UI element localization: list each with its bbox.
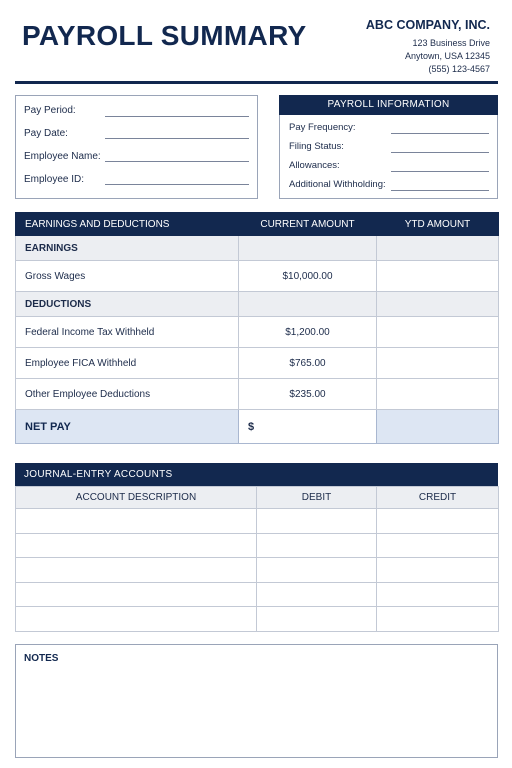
journal-header-row — [16, 487, 499, 509]
employee-id-label: Employee ID: — [24, 174, 85, 185]
payroll-information-title: PAYROLL INFORMATION — [279, 95, 498, 115]
allowances-field[interactable] — [391, 171, 489, 172]
debit-cell[interactable] — [257, 607, 377, 632]
credit-header: CREDIT — [377, 487, 499, 509]
additional-withholding-label: Additional Withholding: — [289, 179, 386, 190]
fica-ytd[interactable] — [377, 348, 499, 379]
pay-period-field[interactable] — [105, 116, 249, 117]
account-description-cell[interactable] — [16, 582, 257, 607]
net-pay-current[interactable]: $ — [239, 410, 377, 444]
table-row — [16, 317, 499, 348]
table-row — [16, 261, 499, 292]
gross-wages-current[interactable]: $10,000.00 — [239, 261, 377, 292]
table-row — [16, 607, 499, 632]
federal-tax-ytd[interactable] — [377, 317, 499, 348]
federal-tax-label: Federal Income Tax Withheld — [16, 317, 239, 348]
header-divider — [15, 81, 498, 84]
account-description-cell[interactable] — [16, 509, 257, 534]
allowances-label: Allowances: — [289, 160, 340, 171]
company-name: ABC COMPANY, INC. — [365, 18, 490, 32]
employee-id-field[interactable] — [105, 184, 249, 185]
pay-period-label: Pay Period: — [24, 105, 76, 116]
table-row — [16, 348, 499, 379]
journal-entry-title: JOURNAL-ENTRY ACCOUNTS — [15, 463, 498, 486]
debit-cell[interactable] — [257, 509, 377, 534]
other-deductions-label: Other Employee Deductions — [16, 379, 239, 410]
filing-status-field[interactable] — [391, 152, 489, 153]
employee-name-field[interactable] — [105, 161, 249, 162]
payroll-information-box — [279, 95, 498, 199]
notes-box[interactable] — [15, 644, 498, 758]
other-deductions-current[interactable]: $235.00 — [239, 379, 377, 410]
journal-entry-table — [15, 486, 499, 632]
pay-frequency-field[interactable] — [391, 133, 489, 134]
additional-withholding-field[interactable] — [391, 190, 489, 191]
account-description-header: ACCOUNT DESCRIPTION — [16, 487, 257, 509]
debit-cell[interactable] — [257, 533, 377, 558]
credit-cell[interactable] — [377, 533, 499, 558]
pay-details-box — [15, 95, 258, 199]
pay-date-field[interactable] — [105, 138, 249, 139]
journal-entry-section — [15, 463, 498, 632]
account-description-cell[interactable] — [16, 607, 257, 632]
fica-current[interactable]: $765.00 — [239, 348, 377, 379]
gross-wages-ytd[interactable] — [377, 261, 499, 292]
notes-label: NOTES — [24, 653, 59, 664]
gross-wages-label: Gross Wages — [16, 261, 239, 292]
page-title: PAYROLL SUMMARY — [22, 20, 307, 51]
employee-name-label: Employee Name: — [24, 151, 101, 162]
account-description-cell[interactable] — [16, 533, 257, 558]
table-row — [16, 582, 499, 607]
pay-frequency-label: Pay Frequency: — [289, 122, 356, 133]
filing-status-label: Filing Status: — [289, 141, 344, 152]
table-row — [16, 558, 499, 583]
company-address-line1: 123 Business Drive — [412, 38, 490, 48]
section-row — [16, 292, 499, 317]
other-deductions-ytd[interactable] — [377, 379, 499, 410]
credit-cell[interactable] — [377, 558, 499, 583]
account-description-cell[interactable] — [16, 558, 257, 583]
earnings-deductions-header: EARNINGS AND DEDUCTIONS — [16, 213, 239, 236]
debit-cell[interactable] — [257, 558, 377, 583]
table-header-row — [16, 213, 499, 236]
ytd-amount-header: YTD AMOUNT — [377, 213, 499, 236]
table-row — [16, 379, 499, 410]
section-row — [16, 236, 499, 261]
net-pay-ytd[interactable] — [377, 410, 499, 444]
fica-label: Employee FICA Withheld — [16, 348, 239, 379]
federal-tax-current[interactable]: $1,200.00 — [239, 317, 377, 348]
company-block — [366, 18, 490, 76]
credit-cell[interactable] — [377, 607, 499, 632]
net-pay-row — [16, 410, 499, 444]
debit-cell[interactable] — [257, 582, 377, 607]
earnings-deductions-table — [15, 212, 499, 444]
net-pay-label: NET PAY — [16, 410, 239, 444]
table-row — [16, 509, 499, 534]
earnings-section-label: EARNINGS — [16, 236, 239, 261]
table-row — [16, 533, 499, 558]
credit-cell[interactable] — [377, 582, 499, 607]
company-phone: (555) 123-4567 — [428, 64, 490, 74]
pay-date-label: Pay Date: — [24, 128, 68, 139]
company-address-line2: Anytown, USA 12345 — [404, 51, 490, 61]
credit-cell[interactable] — [377, 509, 499, 534]
deductions-section-label: DEDUCTIONS — [16, 292, 239, 317]
debit-header: DEBIT — [257, 487, 377, 509]
current-amount-header: CURRENT AMOUNT — [239, 213, 377, 236]
